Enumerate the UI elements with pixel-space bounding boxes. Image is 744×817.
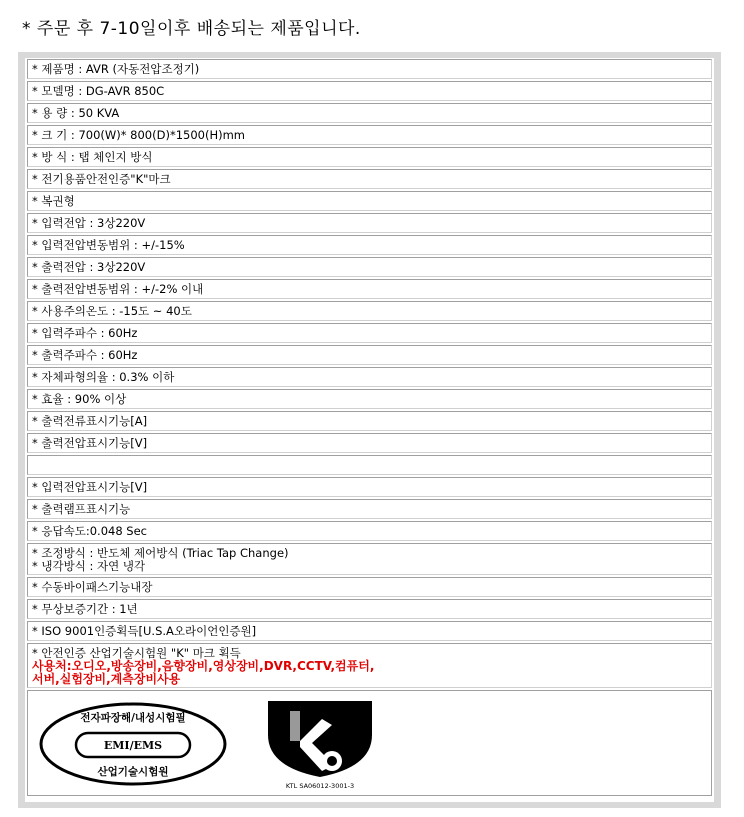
spec-row: * 크 기 : 700(W)* 800(D)*1500(H)mm — [27, 125, 712, 145]
spec-row: * 효율 : 90% 이상 — [27, 389, 712, 409]
k-mark-logo — [260, 695, 380, 791]
spec-row: * 입력전압 : 3상220V — [27, 213, 712, 233]
spec-row: * 전기용품안전인증"K"마크 — [27, 169, 712, 189]
spec-row: * 모델명 : DG-AVR 850C — [27, 81, 712, 101]
spec-row: * 입력전압변동범위 : +/-15% — [27, 235, 712, 255]
spec-row: * 출력전압변동범위 : +/-2% 이내 — [27, 279, 712, 299]
emi-ems-seal-logo — [38, 701, 228, 787]
ktl-caption: KTL SA06012-3001-3 — [285, 782, 355, 790]
spec-row: * 입력주파수 : 60Hz — [27, 323, 712, 343]
spec-row: * 출력전압표시기능[V] — [27, 433, 712, 453]
spec-row — [27, 455, 712, 475]
spec-row: * 사용주의온도 : -15도 ~ 40도 — [27, 301, 712, 321]
spec-table — [25, 58, 714, 802]
certification-row — [27, 643, 712, 688]
spec-row: * 복권형 — [27, 191, 712, 211]
certification-text: * 안전인증 산업기술시험원 "K" 마크 획득 — [32, 646, 241, 660]
spec-table-frame — [18, 52, 721, 808]
spec-row: * 수동바이패스기능내장 — [27, 577, 712, 597]
spec-row: * 방 식 : 탭 체인지 방식 — [27, 147, 712, 167]
spec-rows — [25, 59, 714, 541]
spec-row: * 응답속도:0.048 Sec — [27, 521, 712, 541]
usage-line-1: 사용처:오디오,방송장비,음향장비,영상장비,DVR,CCTV,컴퓨터, — [32, 659, 375, 673]
spec-row: * 용 량 : 50 KVA — [27, 103, 712, 123]
spec-row: * 출력전류표시기능[A] — [27, 411, 712, 431]
spec-row: * 출력전압 : 3상220V — [27, 257, 712, 277]
spec-row: * ISO 9001인증획득[U.S.A오라이언인증원] — [27, 621, 712, 641]
spec-row: * 무상보증기간 : 1년 — [27, 599, 712, 619]
control-cooling-row — [27, 543, 712, 575]
spec-row: * 출력램프표시기능 — [27, 499, 712, 519]
cooling-method-text: * 냉각방식 : 자연 냉각 — [32, 559, 146, 573]
control-method-text: * 조정방식 : 반도체 제어방식 (Triac Tap Change) — [32, 546, 289, 560]
spec-row: * 제품명 : AVR (자동전압조정기) — [27, 59, 712, 79]
spec-rows-2 — [25, 577, 714, 641]
spec-row: * 출력주파수 : 60Hz — [27, 345, 712, 365]
shipping-notice: * 주문 후 7-10일이후 배송되는 제품입니다. — [22, 19, 361, 39]
certification-logos — [27, 690, 712, 796]
usage-line-2: 서버,실험장비,계측장비사용 — [32, 672, 181, 686]
emi-center-text: EMI/EMS — [103, 739, 163, 752]
emi-bottom-text: 산업기술시험원 — [97, 766, 169, 778]
spec-row: * 자체파형의율 : 0.3% 이하 — [27, 367, 712, 387]
emi-top-text: 전자파장해/내성시험필 — [80, 712, 186, 724]
spec-row: * 입력전압표시기능[V] — [27, 477, 712, 497]
